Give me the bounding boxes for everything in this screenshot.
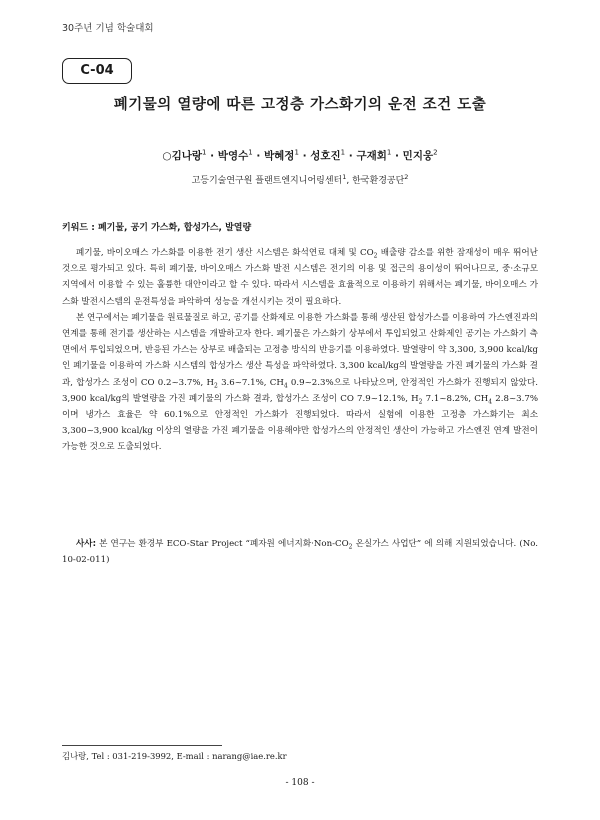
author-affiliation-mark: 1 (386, 148, 392, 157)
chemical-subscript: 4 (283, 382, 288, 390)
author-affiliation-mark: 1 (202, 148, 207, 157)
author-affiliation-mark: 1 (248, 148, 253, 157)
chemical-subscript: 4 (488, 398, 493, 406)
affiliation-mark: 2 (404, 173, 409, 181)
chemical-subscript: 2 (418, 398, 423, 406)
author-affiliation-mark: 1 (294, 148, 299, 157)
body-paragraph (62, 310, 538, 456)
text-run: 0.9~2.3%으로 나타났으며, 안정적인 가스화가 진행되지 않았다. 3,900 kcal/kg의 발열량을 가진 폐기물의 가스화 결과, 합성가스 조성이 CO 7.9~12.1%, H (62, 377, 538, 404)
paper-title: 폐기물의 열량에 따른 고정층 가스화기의 운전 조건 도출 (113, 97, 487, 113)
page-number: - 108 - (285, 778, 315, 788)
author-name: 박영수 (217, 150, 249, 162)
author-name: 성호진 (310, 150, 341, 162)
text-run: 배출량 감소를 위한 잠재성이 매우 뛰어난 것으로 평가되고 있다. 특히 폐기물, 바이오매스 가스화 발전 시스템은 전기의 이용 및 접근의 용이성이 뛰어나므로, 중·소규모 지역에서 이용할 수 있는 훌륭한 대안이라고 할 수 있다. 따라서 시스템을 효율적으로 이용하기 위해서는 폐기물, 바이오매스 가스화 발전시스템의 운전특성을 파악하여 성능을 개선시키는 것이 필요하다. (62, 248, 538, 307)
affiliation-mark: 1 (342, 173, 347, 181)
conference-header: 30주년 기념 학술대회 (62, 23, 154, 34)
author-name: 민지웅 (402, 150, 434, 162)
text-run: 본 연구에서는 폐기물을 원료물질로 하고, 공기를 산화제로 이용한 가스화를 통해 생산된 합성가스를 이용하여 가스엔진과의 연계를 통해 전기를 생산하는 시스템을 개발하고자 한다. 폐기물은 가스화기 상부에서 투입되었고 산화제인 공기는 가스화기 측면에서 투입되었으며, 반응된 가스는 상부로 배출되는 고정층 방식의 반응기를 이용하였다. 발열량이 약 3,300, 3,900 kcal/kg인 폐기물을 이용하여 가스화 시스템의 합성가스 생산 특성을 파악하였다. 3,300 kcal/kg의 발열량을 가진 폐기물의 가스화 결과, 합성가스 조성이 CO 0.2~3.7%, H (62, 312, 538, 388)
paper-code-badge: C-04 (62, 58, 132, 84)
abstract-body (62, 245, 538, 456)
keywords: 키워드 : 폐기물, 공기 가스화, 합성가스, 발열량 (62, 223, 252, 233)
affiliation-separator: , (346, 176, 353, 186)
author-separator: · (391, 150, 403, 162)
author-separator: · (345, 150, 357, 162)
author-list (0, 148, 600, 163)
body-paragraph (62, 245, 538, 310)
chemical-subscript: 2 (348, 543, 353, 551)
text-run: 폐기물, 바이오매스 가스화를 이용한 전기 생산 시스템은 화석연료 대체 및 CO (76, 248, 374, 258)
text-run: 2.8~3.7%이며 냉가스 효율은 약 60.1%으로 안정적인 가스화가 진행되었다. 따라서 실험에 이용한 고정층 가스화기는 최소 3,300~3,900 kcal/kg 이상의 열량을 가진 폐기물을 이용해야만 합성가스의 안정적인 생산이 가능하고 가스엔진 연계 발전이 가능한 것으로 도출되었다. (62, 393, 538, 453)
acknowledgement (62, 536, 538, 568)
corresponding-author-footnote: 김나랑, Tel : 031-219-3992, E-mail : narang@iae.re.kr (62, 751, 287, 761)
author-name: ○김나랑 (162, 150, 203, 162)
author-separator: · (206, 150, 218, 162)
author-separator: · (298, 150, 311, 162)
affiliation-list (0, 173, 600, 186)
affiliation-name: 한국환경공단 (352, 176, 405, 186)
text-run: 7.1~8.2%, CH (422, 393, 489, 404)
text-run: 본 연구는 환경부 ECO-Star Project “폐자원 에너지화·Non-CO (99, 539, 349, 549)
text-run: 3.6~7.1%, CH (217, 377, 284, 388)
author-separator: · (252, 150, 265, 162)
author-affiliation-mark: 2 (433, 148, 438, 157)
footnote-divider (62, 745, 222, 746)
author-name: 구재회 (356, 150, 387, 162)
chemical-subscript: 2 (373, 252, 378, 260)
acknowledgement-heading: 사사: (76, 539, 97, 549)
author-affiliation-mark: 1 (340, 148, 346, 157)
affiliation-name: 고등기술연구원 플랜트엔지니어링센터 (191, 176, 343, 186)
chemical-subscript: 2 (213, 382, 218, 390)
text-run: 온실가스 사업단” 에 의해 지원되었습니다. (No. 10-02-011) (62, 539, 538, 566)
author-name: 박혜정 (264, 150, 295, 162)
